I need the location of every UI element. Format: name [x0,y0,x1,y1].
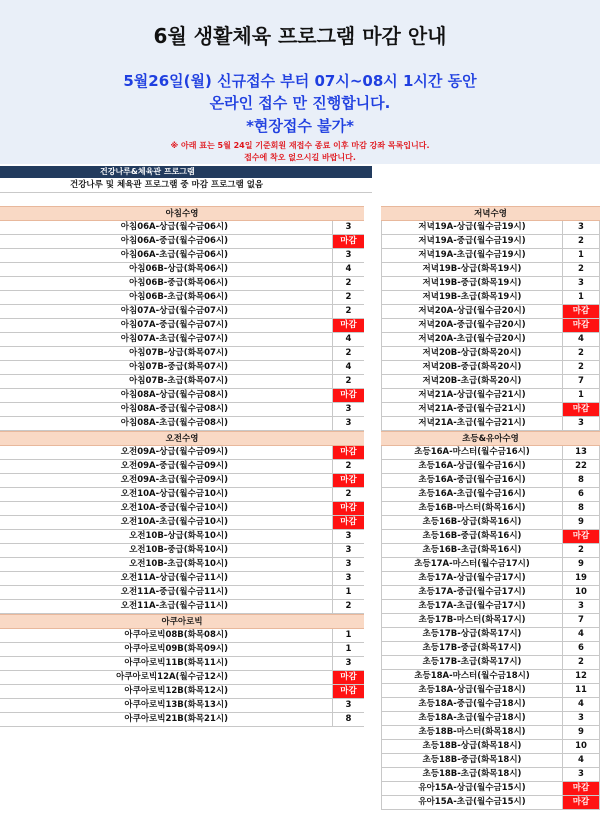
program-name: 유아15A-초급(월수금15시) [381,796,562,809]
program-name: 오전10A-중급(월수금10시) [120,503,228,513]
table-row [0,375,364,389]
program-name: 아쿠아로빅12B(화목12시) [124,686,228,696]
program-name: 저녁21A-중급(월수금21시) [381,403,562,416]
table-row [381,347,600,361]
program-name: 오전10B-상급(화목10시) [129,531,228,541]
table-row [381,221,600,235]
program-name: 아쿠아로빅09B(화목09시) [124,644,228,654]
table-row [381,488,600,502]
remaining-count: 2 [562,656,600,669]
program-name: 저녁21A-상급(월수금21시) [381,389,562,402]
remaining-count: 4 [332,333,364,346]
program-name: 초등17A-중급(월수금17시) [381,586,562,599]
remaining-count: 8 [332,713,364,726]
remaining-count: 2 [332,347,364,360]
program-name: 아침06B-중급(화목06시) [129,278,228,288]
remaining-count: 3 [332,403,364,416]
program-name: 초등16A-초급(월수금16시) [381,488,562,501]
table-row [0,572,364,586]
right-section-header: 저녁수영 [381,206,600,221]
table-row [381,446,600,460]
table-row [381,754,600,768]
table-row [381,319,600,333]
table-row [0,403,364,417]
remaining-count: 4 [332,263,364,276]
program-name: 저녁20B-상급(화목20시) [381,347,562,360]
program-name: 초등17B-마스터(화목17시) [381,614,562,627]
program-name: 오전10A-초급(월수금10시) [120,517,228,527]
remaining-count: 3 [562,600,600,613]
remaining-count: 3 [332,699,364,712]
remaining-count: 3 [332,657,364,670]
left-table [0,206,364,727]
program-name: 초등16A-상급(월수금16시) [381,460,562,473]
program-name: 아쿠아로빅12A(월수금12시) [116,672,228,682]
table-row [381,544,600,558]
table-row [0,643,364,657]
table-row [0,600,364,614]
table-row [0,361,364,375]
program-name: 아침07B-초급(화목07시) [129,376,228,386]
table-row [381,417,600,431]
remaining-count: 10 [562,586,600,599]
remaining-count: 6 [562,642,600,655]
program-name: 아침07A-초급(월수금07시) [120,334,228,344]
program-name: 아침07B-중급(화목07시) [129,362,228,372]
remaining-count: 1 [562,291,600,304]
program-name: 유아15A-상급(월수금15시) [381,782,562,795]
table-row [381,389,600,403]
closed-badge: 마감 [562,530,600,543]
remaining-count: 4 [562,754,600,767]
table-row [381,558,600,572]
table-row [381,291,600,305]
remaining-count: 3 [562,768,600,781]
closed-badge: 마감 [562,319,600,332]
table-row [0,446,364,460]
program-name: 아쿠아로빅21B(화목21시) [124,714,228,724]
table-row [0,277,364,291]
table-row [381,642,600,656]
remaining-count: 3 [562,277,600,290]
table-row [381,628,600,642]
remaining-count: 4 [562,333,600,346]
remaining-count: 1 [332,629,364,642]
remaining-count: 1 [562,249,600,262]
remaining-count: 9 [562,726,600,739]
program-name: 저녁19A-초급(월수금19시) [381,249,562,262]
program-name: 초등17B-중급(화목17시) [381,642,562,655]
remaining-count: 3 [332,544,364,557]
table-row [0,460,364,474]
table-row [381,726,600,740]
remaining-count: 22 [562,460,600,473]
program-name: 오전11A-상급(월수금11시) [120,573,228,583]
closed-badge: 마감 [332,502,364,515]
table-row [381,249,600,263]
left-section-header: 아침수영 [0,206,364,221]
program-name: 초등18B-상급(화목18시) [381,740,562,753]
table-row [0,544,364,558]
program-name: 오전10B-초급(화목10시) [129,559,228,569]
table-row [0,629,364,643]
table-row [0,699,364,713]
table-row [381,614,600,628]
program-name: 아침07B-상급(화목07시) [129,348,228,358]
program-name: 초등17A-초급(월수금17시) [381,600,562,613]
closed-badge: 마감 [562,403,600,416]
program-name: 초등18B-중급(화목18시) [381,754,562,767]
remaining-count: 1 [332,586,364,599]
program-name: 초등17A-상급(월수금17시) [381,572,562,585]
remaining-count: 13 [562,446,600,459]
remaining-count: 2 [332,305,364,318]
program-name: 아침07A-상급(월수금07시) [120,306,228,316]
remaining-count: 2 [562,235,600,248]
remaining-count: 3 [332,221,364,234]
program-name: 아쿠아로빅08B(화목08시) [124,630,228,640]
remaining-count: 3 [332,417,364,430]
remaining-count: 2 [562,263,600,276]
closed-badge: 마감 [332,389,364,402]
remaining-count: 2 [562,544,600,557]
left-section-header: 아쿠아로빅 [0,614,364,629]
remaining-count: 2 [332,600,364,613]
table-row [381,768,600,782]
table-row [381,586,600,600]
program-name: 아침06A-상급(월수금06시) [120,222,228,232]
program-name: 아침06A-중급(월수금06시) [120,236,228,246]
program-name: 초등16A-마스터(월수금16시) [381,446,562,459]
remaining-count: 3 [562,221,600,234]
program-name: 초등16B-상급(화목16시) [381,516,562,529]
remaining-count: 3 [562,712,600,725]
table-row [381,474,600,488]
table-row [0,305,364,319]
remaining-count: 12 [562,670,600,683]
remaining-count: 2 [332,488,364,501]
remaining-count: 7 [562,375,600,388]
remaining-count: 10 [562,740,600,753]
table-row [0,389,364,403]
program-name: 아쿠아로빅11B(화목11시) [124,658,228,668]
table-row [0,586,364,600]
program-name: 오전09A-상급(월수금09시) [120,447,228,457]
program-name: 초등16B-초급(화목16시) [381,544,562,557]
remaining-count: 3 [332,530,364,543]
program-name: 아침07A-중급(월수금07시) [120,320,228,330]
closed-badge: 마감 [332,516,364,529]
table-row [0,235,364,249]
table-row [381,516,600,530]
program-name: 초등18A-초급(월수금18시) [381,712,562,725]
remaining-count: 1 [332,643,364,656]
program-name: 아침06B-상급(화목06시) [129,264,228,274]
program-name: 저녁19B-상급(화목19시) [381,263,562,276]
remaining-count: 6 [562,488,600,501]
remaining-count: 3 [562,417,600,430]
remaining-count: 11 [562,684,600,697]
table-row [381,305,600,319]
table-row [381,656,600,670]
remaining-count: 4 [562,698,600,711]
notice-note: ※ 아래 표는 5월 24일 기준회원 재접수 종료 이후 마감 강좌 목록입니다. [170,141,430,150]
program-name: 저녁20A-중급(월수금20시) [381,319,562,332]
table-row [0,319,364,333]
program-name: 오전09A-초급(월수금09시) [120,475,228,485]
closed-badge: 마감 [332,235,364,248]
closed-badge: 마감 [332,474,364,487]
remaining-count: 2 [332,375,364,388]
program-name: 오전09A-중급(월수금09시) [120,461,228,471]
program-name: 아쿠아로빅13B(화목13시) [124,700,228,710]
remaining-count: 2 [332,277,364,290]
right-table [381,206,600,810]
table-row [381,782,600,796]
remaining-count: 8 [562,474,600,487]
table-row [0,474,364,488]
program-name: 아침08A-중급(월수금08시) [120,404,228,414]
table-row [0,249,364,263]
program-name: 초등16A-중급(월수금16시) [381,474,562,487]
program-name: 저녁20B-중급(화목20시) [381,361,562,374]
page-title: 6월 생활체육 프로그램 마감 안내 [153,24,447,48]
table-row [0,488,364,502]
table-row [381,277,600,291]
table-row [0,221,364,235]
table-row [381,684,600,698]
remaining-count: 8 [562,502,600,515]
program-name: 초등18B-마스터(화목18시) [381,726,562,739]
remaining-count: 2 [332,291,364,304]
closed-badge: 마감 [332,319,364,332]
remaining-count: 4 [562,628,600,641]
table-row [381,403,600,417]
program-name: 아침06B-초급(화목06시) [129,292,228,302]
program-name: 아침08A-초급(월수금08시) [120,418,228,428]
remaining-count: 3 [332,572,364,585]
program-name: 저녁20B-초급(화목20시) [381,375,562,388]
program-name: 초등18A-상급(월수금18시) [381,684,562,697]
program-name: 초등16B-중급(화목16시) [381,530,562,543]
gangnaru-section-title: 건강나루&체육관 프로그램 [0,166,372,178]
table-row [0,516,364,530]
program-name: 초등16B-마스터(화목16시) [381,502,562,515]
program-name: 초등17B-상급(화목17시) [381,628,562,641]
remaining-count: 7 [562,614,600,627]
table-row [381,670,600,684]
table-row [381,740,600,754]
closed-badge: 마감 [332,446,364,459]
right-section-header: 초등&유아수영 [381,431,600,446]
remaining-count: 3 [332,558,364,571]
program-name: 오전11A-초급(월수금11시) [120,601,228,611]
program-name: 초등18A-마스터(월수금18시) [381,670,562,683]
table-row [0,558,364,572]
closed-badge: 마감 [562,796,600,809]
notice-header [0,0,600,164]
table-row [381,600,600,614]
program-name: 저녁19B-초급(화목19시) [381,291,562,304]
program-name: 초등18A-중급(월수금18시) [381,698,562,711]
program-name: 저녁21A-초급(월수금21시) [381,417,562,430]
table-row [0,333,364,347]
table-row [0,291,364,305]
left-section-header: 오전수영 [0,431,364,446]
table-row [381,460,600,474]
closed-badge: 마감 [332,685,364,698]
program-name: 초등17A-마스터(월수금17시) [381,558,562,571]
table-row [381,530,600,544]
remaining-count: 9 [562,516,600,529]
program-name: 오전10B-중급(화목10시) [129,545,228,555]
program-name: 아침08A-상급(월수금08시) [120,390,228,400]
table-row [0,263,364,277]
program-name: 저녁19A-중급(월수금19시) [381,235,562,248]
table-row [0,530,364,544]
table-row [381,712,600,726]
remaining-count: 2 [332,460,364,473]
table-row [381,333,600,347]
program-name: 저녁19B-중급(화목19시) [381,277,562,290]
program-name: 초등18B-초급(화목18시) [381,768,562,781]
table-row [0,347,364,361]
remaining-count: 9 [562,558,600,571]
program-name: 저녁19A-상급(월수금19시) [381,221,562,234]
table-row [0,417,364,431]
table-row [381,502,600,516]
notice-note-caution: 접수에 착오 없으시길 바랍니다. [244,153,356,162]
table-row [0,657,364,671]
remaining-count: 4 [332,361,364,374]
table-row [0,671,364,685]
table-row [381,796,600,810]
table-row [381,375,600,389]
remaining-count: 1 [562,389,600,402]
table-row [381,263,600,277]
program-name: 아침06A-초급(월수금06시) [120,250,228,260]
table-row [0,713,364,727]
gangnaru-section-message: 건강나루 및 체육관 프로그램 중 마감 프로그램 없음 [0,178,372,193]
remaining-count: 2 [562,347,600,360]
notice-line-online: 온라인 접수 만 진행합니다. [209,94,391,112]
remaining-count: 19 [562,572,600,585]
table-row [381,572,600,586]
program-name: 저녁20A-상급(월수금20시) [381,305,562,318]
notice-line-schedule: 5월26일(월) 신규접수 부터 07시~08시 1시간 동안 [123,72,477,90]
program-name: 초등17B-초급(화목17시) [381,656,562,669]
closed-badge: 마감 [332,671,364,684]
program-name: 오전10A-상급(월수금10시) [120,489,228,499]
table-row [0,685,364,699]
program-name: 저녁20A-초급(월수금20시) [381,333,562,346]
remaining-count: 2 [562,361,600,374]
table-row [381,361,600,375]
closed-badge: 마감 [562,782,600,795]
remaining-count: 3 [332,249,364,262]
table-row [381,698,600,712]
program-name: 오전11A-중급(월수금11시) [120,587,228,597]
closed-badge: 마감 [562,305,600,318]
table-row [381,235,600,249]
notice-line-no-onsite: *현장접수 불가* [246,117,354,135]
table-row [0,502,364,516]
